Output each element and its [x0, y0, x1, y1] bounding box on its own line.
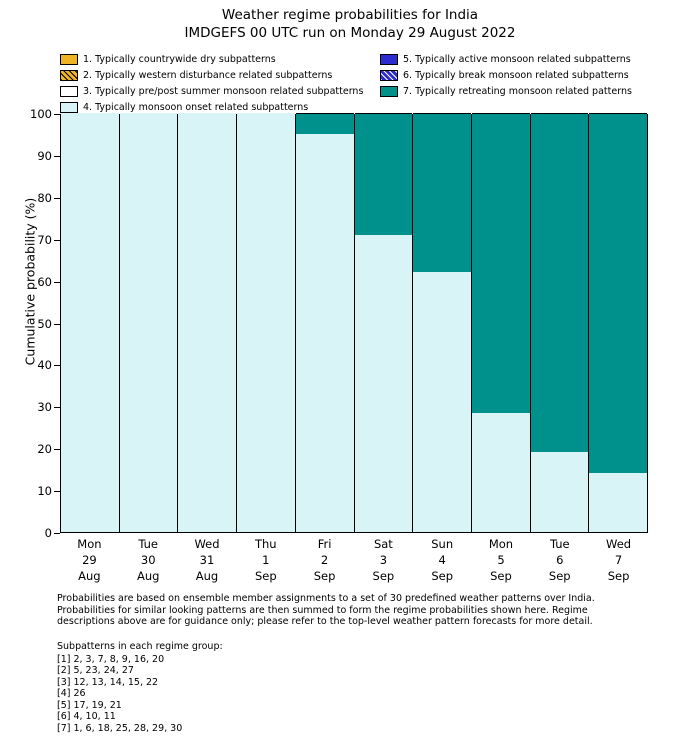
legend-item — [60, 68, 354, 83]
x-axis-month: Aug — [78, 569, 101, 583]
subpattern-line: [4] 26 — [57, 688, 86, 699]
legend-swatch-icon — [60, 86, 78, 97]
y-axis-tick-label: 0 — [44, 526, 52, 540]
legend-item — [380, 84, 674, 99]
bar-segment — [531, 452, 589, 532]
bar-segment — [413, 272, 471, 532]
y-axis-tick-label: 70 — [37, 232, 52, 247]
x-axis-tick-label — [60, 533, 119, 589]
x-axis-month: Sep — [490, 569, 512, 583]
page-title — [0, 6, 700, 42]
subpattern-line: [3] 12, 13, 14, 15, 22 — [57, 676, 159, 688]
x-axis-date: 31 — [199, 553, 215, 567]
x-axis — [60, 533, 648, 589]
x-axis-date: 5 — [497, 553, 505, 567]
legend-swatch-icon — [60, 70, 78, 81]
x-axis-month: Sep — [372, 569, 395, 583]
subpatterns-lines — [57, 654, 657, 735]
title-line-2: IMDGEFS 00 UTC run on Monday 29 August 2022 — [184, 25, 516, 41]
x-axis-day: Fri — [317, 537, 332, 551]
y-axis-tick-label: 20 — [37, 442, 52, 457]
x-axis-day: Tue — [549, 537, 570, 551]
y-axis-tick-label: 100 — [30, 107, 52, 121]
bar-column — [413, 115, 472, 532]
x-axis-tick-label — [413, 533, 472, 589]
legend-label: 3. Typically pre/post summer monsoon related subpatterns — [83, 86, 364, 97]
subpattern-line: [2] 5, 23, 24, 27 — [57, 665, 134, 676]
bar-segment — [237, 113, 295, 532]
subpatterns-heading: Subpatterns in each regime group: — [57, 641, 223, 652]
bar-column — [296, 115, 355, 532]
x-axis-tick-label — [530, 533, 589, 589]
bar-column — [237, 115, 296, 532]
x-axis-month: Sep — [431, 569, 454, 583]
footnote — [57, 593, 657, 628]
bar-segment — [472, 413, 530, 532]
bar-column — [120, 115, 179, 532]
x-axis-tick-label — [589, 533, 648, 589]
legend-column-right — [380, 52, 674, 100]
x-axis-day: Wed — [194, 537, 220, 551]
x-axis-day: Mon — [77, 537, 102, 551]
legend-column-left — [60, 52, 364, 116]
x-axis-tick-label — [472, 533, 531, 589]
bar-segment — [355, 235, 413, 532]
legend-item — [60, 84, 364, 99]
x-axis-day: Wed — [606, 537, 632, 551]
legend-item — [380, 68, 674, 83]
legend — [60, 52, 648, 113]
x-axis-day: Sat — [373, 537, 393, 551]
bar-segment — [296, 113, 354, 134]
title-line-1: Weather regime probabilities for India — [221, 7, 479, 23]
bar-segment — [589, 473, 647, 532]
y-axis-tick-label: 30 — [37, 400, 52, 415]
legend-swatch-icon — [60, 54, 78, 65]
x-axis-tick-label — [295, 533, 354, 589]
bar-segment — [355, 113, 413, 235]
x-axis-date: 7 — [614, 553, 623, 567]
legend-label: 4. Typically monsoon onset related subpatterns — [83, 102, 309, 113]
x-axis-day: Mon — [488, 537, 514, 551]
legend-item — [60, 52, 354, 67]
bar-segment — [178, 113, 236, 532]
footnote-line-1: Probabilities are based on ensemble member assignments to a set of 30 predefined weather patterns over India. — [57, 593, 595, 604]
legend-label: 5. Typically active monsoon related subpatterns — [403, 54, 631, 65]
bar-column — [589, 115, 647, 532]
legend-swatch-icon — [60, 102, 78, 113]
legend-swatch-icon — [380, 86, 398, 97]
x-axis-month: Aug — [195, 569, 219, 583]
x-axis-tick-label — [236, 533, 295, 589]
bar-column — [531, 115, 590, 532]
y-axis-tick-label: 60 — [37, 274, 52, 289]
bar-column — [178, 115, 237, 532]
x-axis-date: 6 — [556, 553, 564, 567]
y-axis — [0, 107, 60, 540]
x-axis-date: 29 — [82, 553, 97, 567]
legend-swatch-icon — [380, 54, 398, 65]
subpattern-line: [1] 2, 3, 7, 8, 9, 16, 20 — [57, 653, 165, 665]
x-axis-date: 2 — [320, 553, 329, 567]
subpattern-line: [5] 17, 19, 21 — [57, 699, 122, 711]
x-axis-date: 30 — [140, 553, 156, 567]
y-axis-tick-label: 10 — [37, 484, 52, 499]
y-axis-tick-label: 90 — [37, 148, 52, 163]
x-axis-date: 1 — [262, 553, 270, 567]
x-axis-day: Sun — [431, 537, 454, 551]
bar-segment — [61, 113, 119, 532]
x-axis-tick-label — [178, 533, 237, 589]
legend-label: 1. Typically countrywide dry subpatterns — [83, 54, 276, 65]
x-axis-month: Sep — [313, 569, 336, 583]
subpattern-line: [6] 4, 10, 11 — [57, 711, 116, 722]
y-axis-label: Cumulative probability (%) — [22, 197, 38, 366]
bar-segment — [120, 113, 178, 532]
footnote-line-2: Probabilities for similar looking patterns are then summed to form the regime probabilities shown here. Regime — [57, 604, 588, 616]
x-axis-day: Tue — [138, 537, 159, 551]
bar-segment — [531, 113, 589, 452]
x-axis-month: Sep — [548, 569, 571, 583]
y-axis-tick-label: 40 — [37, 358, 52, 373]
y-axis-tick-label: 50 — [37, 316, 52, 331]
bar-column — [472, 115, 531, 532]
x-axis-tick-label — [119, 533, 178, 589]
legend-swatch-icon — [380, 70, 398, 81]
x-axis-date: 4 — [438, 553, 446, 567]
bar-segment — [413, 113, 471, 272]
legend-label: 6. Typically break monsoon related subpatterns — [403, 70, 629, 81]
footnote-line-3: descriptions above are for guidance only; please refer to the top-level weather pattern forecasts for more detail. — [57, 616, 593, 627]
y-axis-tick-label: 80 — [37, 190, 52, 205]
x-axis-tick-label — [354, 533, 413, 589]
plot-area — [60, 114, 648, 533]
subpattern-line: [7] 1, 6, 18, 25, 28, 29, 30 — [57, 722, 183, 734]
bar-segment — [472, 113, 530, 413]
x-axis-month: Sep — [607, 569, 630, 583]
bar-segment — [296, 134, 354, 532]
stacked-bars — [61, 115, 647, 532]
subpatterns-block — [57, 641, 657, 734]
x-axis-date: 3 — [379, 553, 388, 567]
bar-segment — [589, 113, 647, 473]
bar-column — [61, 115, 120, 532]
x-axis-day: Thu — [254, 537, 277, 551]
bar-column — [355, 115, 414, 532]
legend-label: 2. Typically western disturbance related subpatterns — [83, 70, 333, 81]
legend-item — [380, 52, 674, 67]
legend-label: 7. Typically retreating monsoon related patterns — [403, 86, 632, 97]
x-axis-month: Sep — [254, 569, 277, 583]
x-axis-month: Aug — [136, 569, 160, 583]
